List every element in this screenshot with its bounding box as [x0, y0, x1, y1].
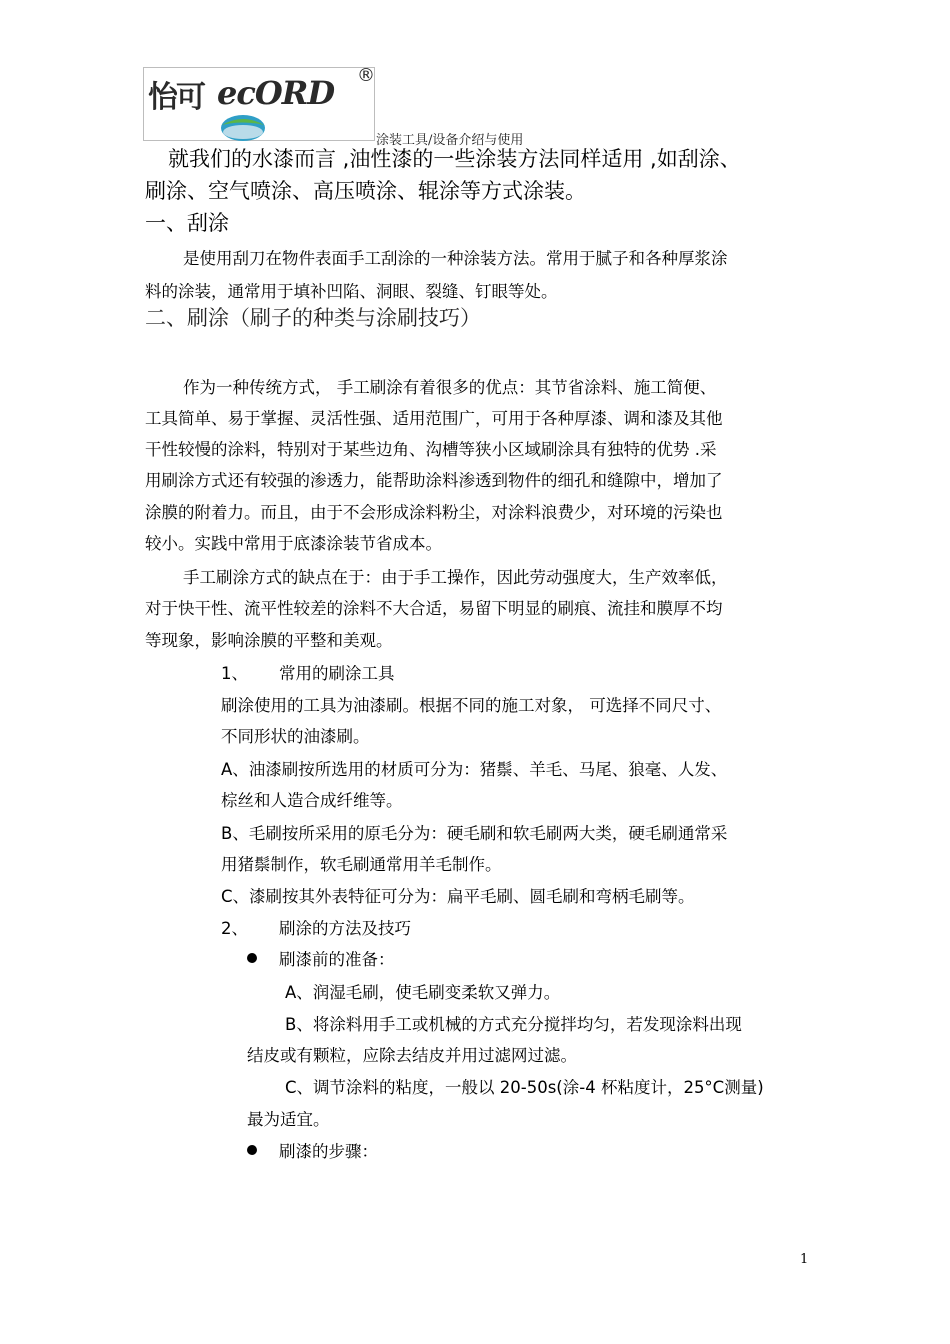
section-2-para-1-line: 工具简单、易于掌握、灵活性强、适用范围广，可用于各种厚漆、调和漆及其他: [145, 409, 723, 428]
subsection-2-number: 2、: [221, 919, 248, 938]
preparation-line: 最为适宜。: [247, 1110, 330, 1129]
intro-line-1: 就我们的水漆而言 ,油性漆的一些涂装方法同样适用 ,如刮涂、: [168, 147, 741, 171]
globe-icon: [219, 111, 267, 141]
logo-english-name: ecORD: [217, 74, 335, 112]
section-2-para-2-line: 对于快干性、流平性较差的涂料不大合适，易留下明显的刷痕、流挂和膜厚不均: [145, 599, 723, 618]
header-caption: 涂装工具/设备介绍与使用: [376, 133, 524, 148]
subsection-1-title: 常用的刷涂工具: [279, 664, 395, 683]
subsection-1-line: B、毛刷按所采用的原毛分为：硬毛刷和软毛刷两大类，硬毛刷通常采: [221, 824, 728, 843]
section-1-line-1: 是使用刮刀在物件表面手工刮涂的一种涂装方法。常用于腻子和各种厚浆涂: [183, 249, 728, 268]
subsection-1-line: A、油漆刷按所选用的材质可分为：猪鬃、羊毛、马尾、狼毫、人发、: [221, 760, 728, 779]
subsection-1-line: 不同形状的油漆刷。: [221, 727, 370, 746]
subsection-2-title: 刷涂的方法及技巧: [279, 919, 411, 938]
preparation-line: 结皮或有颗粒，应除去结皮并用过滤网过滤。: [247, 1046, 577, 1065]
section-2-para-1-line: 作为一种传统方式， 手工刷涂有着很多的优点：其节省涂料、施工简便、: [183, 378, 717, 397]
section-1-line-2: 料的涂装，通常用于填补凹陷、洞眼、裂缝、钉眼等处。: [145, 282, 558, 301]
section-2-para-1-line: 干性较慢的涂料，特别对于某些边角、沟槽等狭小区域刷涂具有独特的优势 .采: [145, 440, 717, 459]
logo-chinese-name: 怡可: [148, 80, 204, 115]
company-logo: [143, 67, 375, 141]
page-number: 1: [800, 1252, 809, 1267]
subsection-1-line: 用猪鬃制作，软毛刷通常用羊毛制作。: [221, 855, 502, 874]
registered-mark: ®: [357, 65, 375, 86]
section-1-title: 一、刮涂: [145, 211, 229, 235]
subsection-1-line: 棕丝和人造合成纤维等。: [221, 791, 403, 810]
intro-line-2: 刷涂、空气喷涂、高压喷涂、辊涂等方式涂装。: [145, 179, 586, 203]
preparation-line: A、润湿毛刷，使毛刷变柔软又弹力。: [285, 983, 561, 1002]
section-2-para-1-line: 涂膜的附着力。而且，由于不会形成涂料粉尘，对涂料浪费少，对环境的污染也: [145, 503, 723, 522]
bullet-item-steps: 刷漆的步骤：: [279, 1142, 378, 1161]
preparation-line: C、调节涂料的粘度，一般以 20-50s(涂-4 杯粘度计，25°C测量): [285, 1078, 764, 1097]
subsection-1-line: 刷涂使用的工具为油漆刷。根据不同的施工对象， 可选择不同尺寸、: [221, 696, 722, 715]
section-2-title: 二、刷涂（刷子的种类与涂刷技巧）: [145, 306, 481, 330]
section-2-para-2-line: 等现象，影响涂膜的平整和美观。: [145, 631, 393, 650]
subsection-1-number: 1、: [221, 664, 248, 683]
preparation-line: B、将涂料用手工或机械的方式充分搅拌均匀，若发现涂料出现: [285, 1015, 742, 1034]
section-2-para-1-line: 用刷涂方式还有较强的渗透力，能帮助涂料渗透到物件的细孔和缝隙中，增加了: [145, 471, 723, 490]
section-2-para-1-line: 较小。实践中常用于底漆涂装节省成本。: [145, 534, 442, 553]
section-2-para-2-line: 手工刷涂方式的缺点在于：由于手工操作，因此劳动强度大，生产效率低，: [183, 568, 728, 587]
bullet-item-preparation: 刷漆前的准备：: [279, 950, 395, 969]
bullet-icon: [247, 1145, 257, 1155]
bullet-icon: [247, 953, 257, 963]
subsection-1-line: C、漆刷按其外表特征可分为：扁平毛刷、圆毛刷和弯柄毛刷等。: [221, 887, 695, 906]
